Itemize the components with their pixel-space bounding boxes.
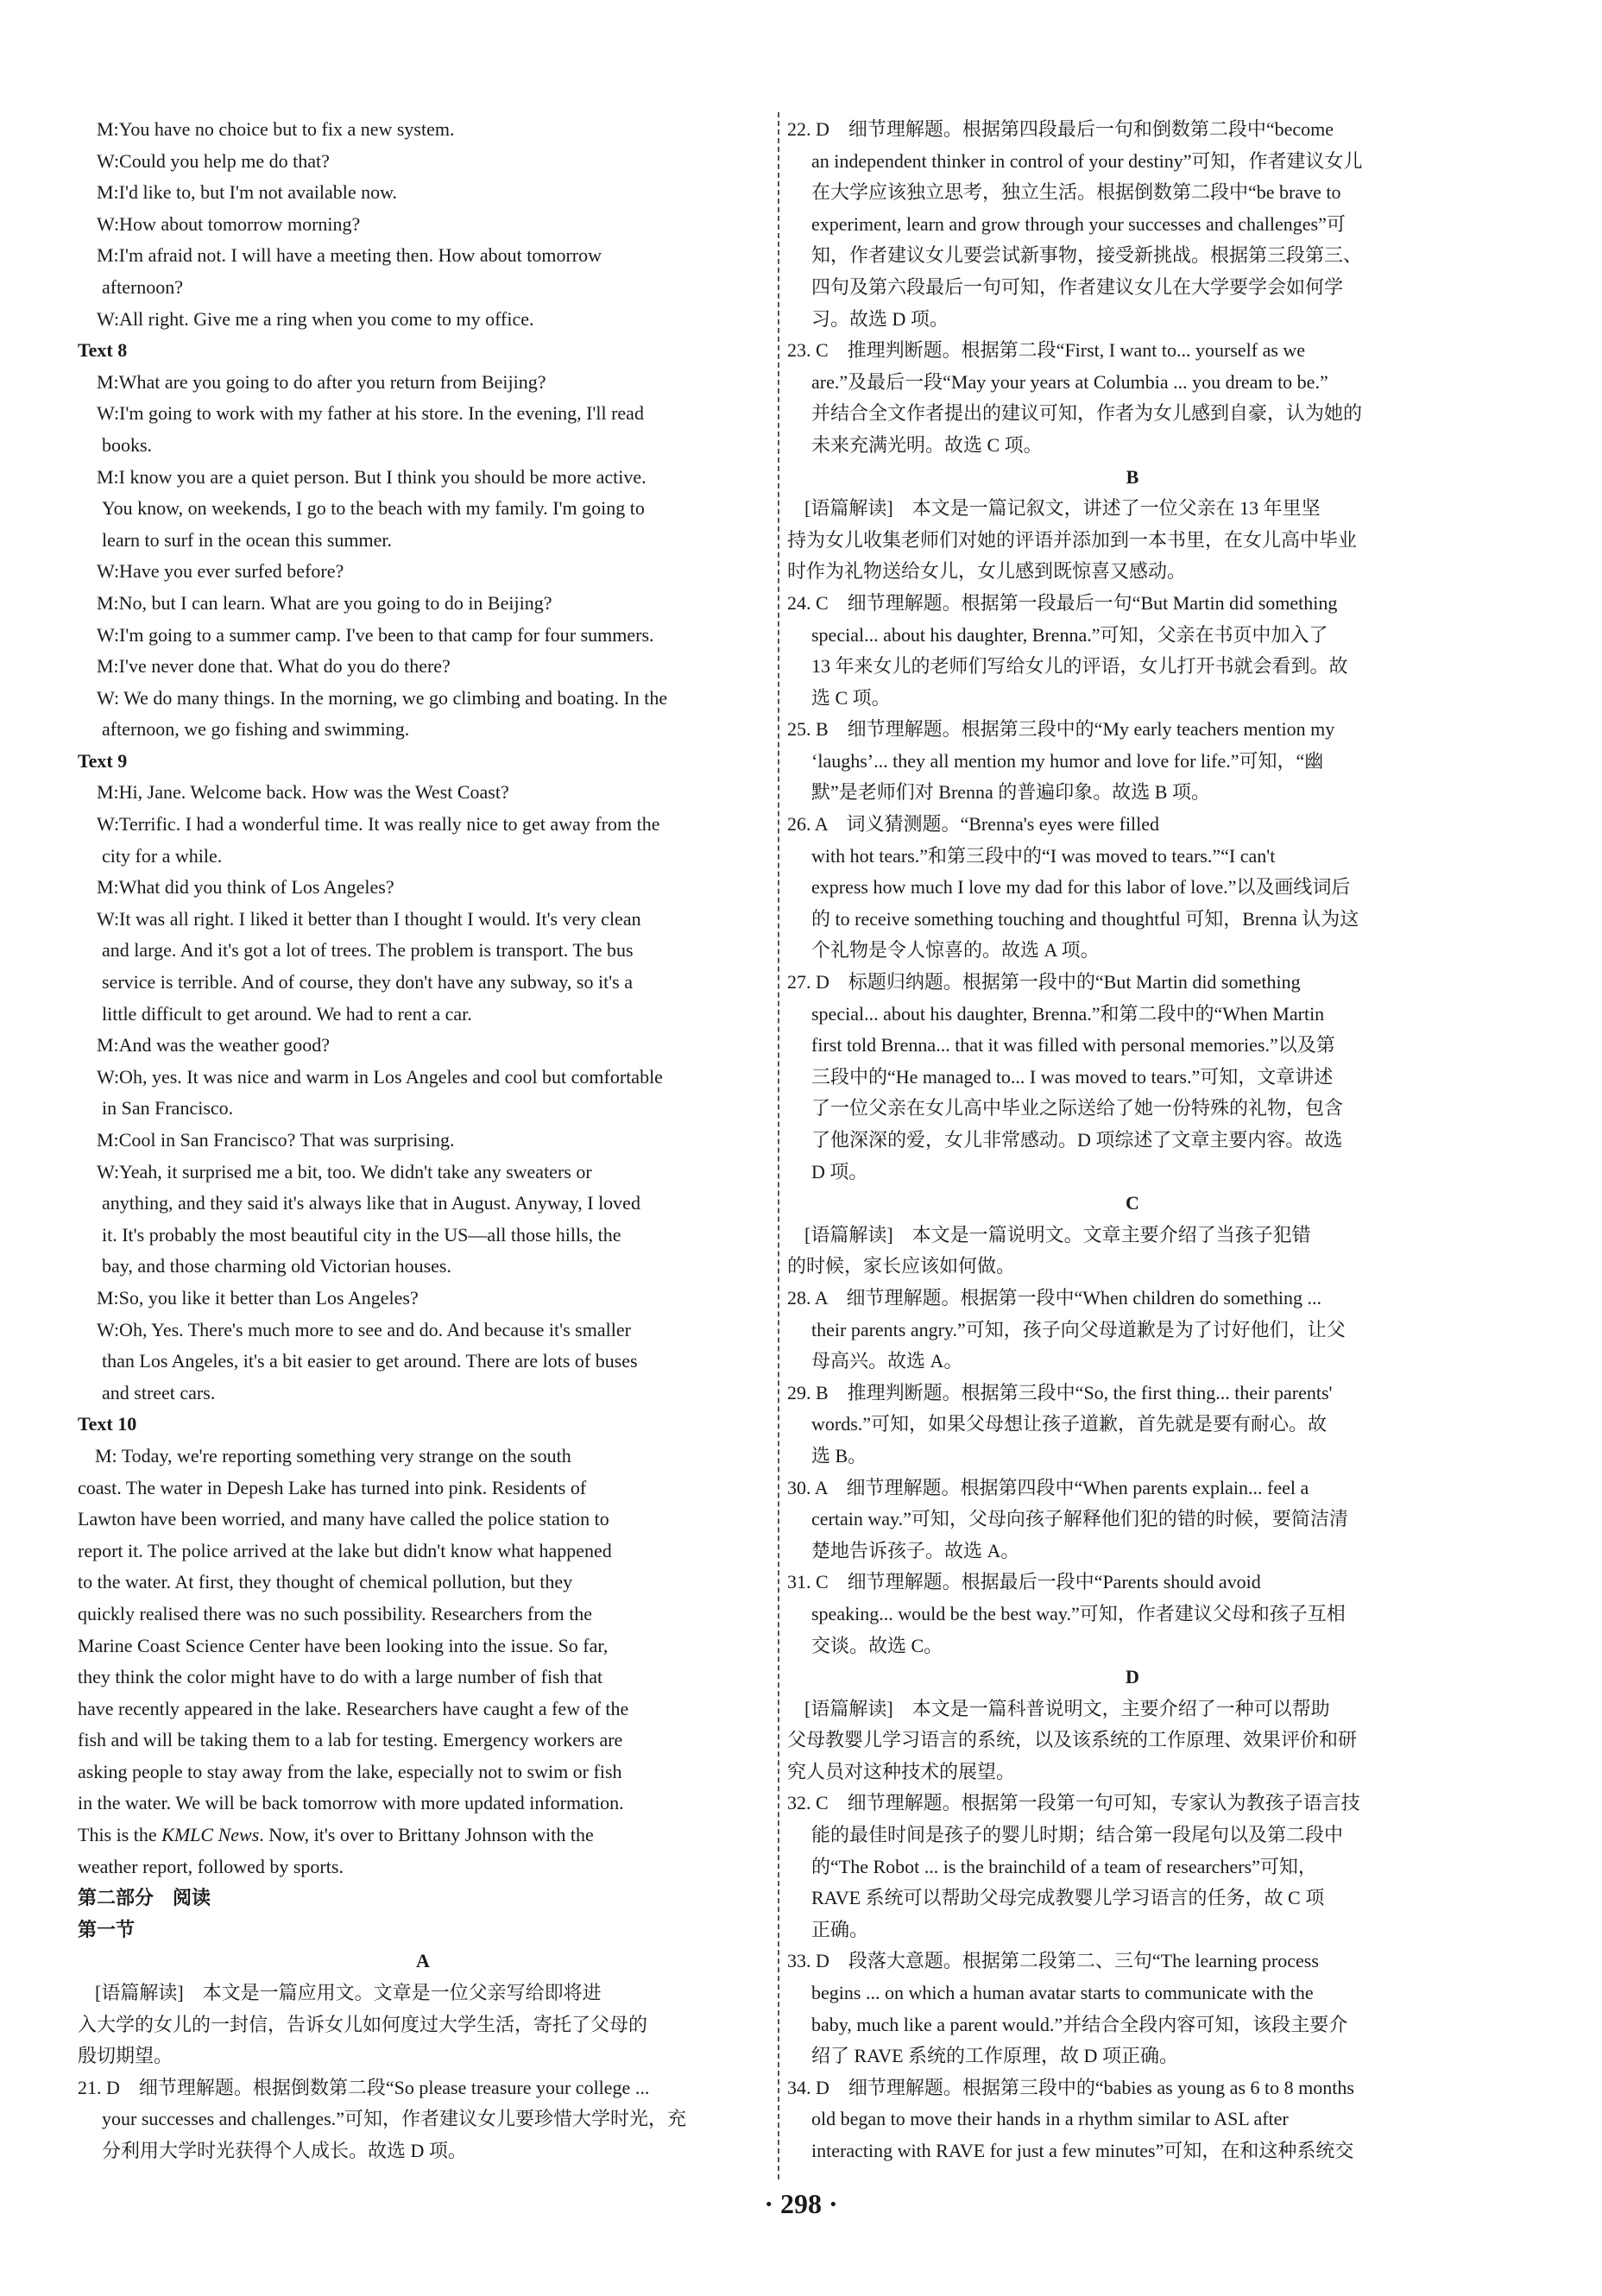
text-line: 习。故选 D 项。 <box>811 307 949 330</box>
text-line: afternoon, we go fishing and swimming. <box>102 718 410 741</box>
text-line: M:What did you think of Los Angeles? <box>97 876 394 899</box>
text-line: 25. B 细节理解题。根据第三段中的“My early teachers mention my <box>787 718 1335 741</box>
text-line: to the water. At first, they thought of chemical pollution, but they <box>78 1571 573 1593</box>
text-line: 究人员对这种技术的展望。 <box>787 1760 1016 1782</box>
text-line: 楚地告诉孩子。故选 A。 <box>811 1539 1020 1561</box>
text-line: W: We do many things. In the morning, we go climbing and boating. In the <box>97 686 668 709</box>
text-line: Lawton have been worried, and many have called the police station to <box>78 1508 609 1530</box>
text-line: W:All right. Give me a ring when you come to my office. <box>97 307 534 330</box>
text-line: certain way.”可知，父母向孩子解释他们犯的错的时候，要简洁清 <box>811 1508 1348 1530</box>
text-line: little difficult to get around. We had to rent a car. <box>102 1002 472 1025</box>
text-line: than Los Angeles, it's a bit easier to get around. There are lots of buses <box>102 1350 638 1372</box>
text-line: 27. D 标题归纳题。根据第一段中的“But Martin did something <box>787 971 1301 993</box>
text-line: [语篇解读] 本文是一篇科普说明文，主要介绍了一种可以帮助 <box>804 1697 1330 1719</box>
text-line: words.”可知，如果父母想让孩子道歉，首先就是要有耐心。故 <box>811 1413 1328 1435</box>
text-line: 时作为礼物送给女儿，女儿感到既惊喜又感动。 <box>787 560 1187 583</box>
text-line: an independent thinker in control of your destiny”可知，作者建议女儿 <box>811 149 1363 172</box>
text-line: have recently appeared in the lake. Researchers have caught a few of the <box>78 1697 629 1719</box>
text-line: 绍了 RAVE 系统的工作原理，故 D 项正确。 <box>811 2045 1178 2067</box>
text-line: afternoon? <box>102 275 184 298</box>
text-line: 个礼物是令人惊喜的。故选 A 项。 <box>811 939 1100 962</box>
text-line: M:So, you like it better than Los Angeles? <box>97 1286 419 1309</box>
text-line: M:I know you are a quiet person. But I think you should be more active. <box>97 465 646 488</box>
text-line: 在大学应该独立思考，独立生活。根据倒数第二段中“be brave to <box>811 181 1341 204</box>
column-divider <box>778 112 779 2179</box>
text-line: their parents angry.”可知，孩子向父母道歉是为了讨好他们，让父 <box>811 1318 1346 1340</box>
text-line: C <box>1126 1192 1139 1214</box>
text-line: fish and will be taking them to a lab for testing. Emergency workers are <box>78 1729 623 1751</box>
text-line: experiment, learn and grow through your successes and challenges”可 <box>811 212 1346 235</box>
left-column <box>78 114 768 2167</box>
text-line: M: Today, we're reporting something very strange on the south <box>95 1444 571 1467</box>
text-line: service is terrible. And of course, they don't have any subway, so it's a <box>102 971 634 993</box>
text-line: M:I'm afraid not. I will have a meeting then. How about tomorrow <box>97 244 602 267</box>
text-line: W:I'm going to a summer camp. I've been to that camp for four summers. <box>97 623 654 646</box>
text-line: 交谈。故选 C。 <box>811 1634 943 1656</box>
text-line: 三段中的“He managed to... I was moved to tears.”可知，文章讲述 <box>811 1065 1334 1088</box>
text-line: 选 B。 <box>811 1444 867 1467</box>
text-line: W:Terrific. I had a wonderful time. It was really nice to get away from the <box>97 813 660 836</box>
right-column <box>787 114 1478 2167</box>
text-line: M:I'd like to, but I'm not available now. <box>97 181 398 204</box>
text-line: special... about his daughter, Brenna.”可知，父亲在书页中加入了 <box>811 623 1328 646</box>
text-line: 入大学的女儿的一封信，告诉女儿如何度过大学生活，寄托了父母的 <box>78 2013 648 2035</box>
text-line: are.”及最后一段“May your years at Columbia ... you dream to be.” <box>811 370 1328 393</box>
text-line: they think the color might have to do with a large number of fish that <box>78 1666 603 1688</box>
text-line: anything, and they said it's always like that in August. Anyway, I loved <box>102 1192 640 1214</box>
text-line: and large. And it's got a lot of trees. The problem is transport. The bus <box>102 939 634 962</box>
text-line: city for a while. <box>102 844 223 867</box>
text-line: in the water. We will be back tomorrow with more updated information. <box>78 1792 624 1814</box>
text-line: Text 8 <box>78 339 128 362</box>
text-line: speaking... would be the best way.”可知，作者建议父母和孩子互相 <box>811 1602 1346 1624</box>
italic-segment: KMLC News <box>161 1824 260 1846</box>
text-line: and street cars. <box>102 1381 216 1403</box>
text-segment: . Now, it's over to Brittany Johnson with the <box>259 1824 594 1846</box>
text-line: 22. D 细节理解题。根据第四段最后一句和倒数第二段中“become <box>787 118 1334 140</box>
text-line: W:I'm going to work with my father at his store. In the evening, I'll read <box>97 402 644 425</box>
text-line: W:It was all right. I liked it better than I thought I would. It's very clean <box>97 907 641 930</box>
text-line: 的时候，家长应该如何做。 <box>787 1255 1016 1277</box>
text-line: quickly realised there was no such possibility. Researchers from the <box>78 1602 593 1624</box>
text-line: [语篇解读] 本文是一篇记叙文，讲述了一位父亲在 13 年里坚 <box>804 497 1321 520</box>
text-line: 能的最佳时间是孩子的婴儿时期；结合第一段尾句以及第二段中 <box>811 1824 1344 1846</box>
text-line: old began to move their hands in a rhythm similar to ASL after <box>811 2108 1289 2130</box>
text-line: [语篇解读] 本文是一篇说明文。文章主要介绍了当孩子犯错 <box>804 1223 1311 1246</box>
text-line: 知，作者建议女儿要尝试新事物，接受新挑战。根据第三段第三、 <box>811 244 1363 267</box>
text-line: M:Hi, Jane. Welcome back. How was the West Coast? <box>97 781 509 804</box>
text-line: 分利用大学时光获得个人成长。故选 D 项。 <box>102 2140 467 2161</box>
text-line: bay, and those charming old Victorian houses. <box>102 1255 451 1277</box>
text-line: D <box>1126 1666 1139 1688</box>
text-line: 父母教婴儿学习语言的系统，以及该系统的工作原理、效果评价和研 <box>787 1729 1358 1751</box>
text-line: special... about his daughter, Brenna.”和第二段中的“When Martin <box>811 1002 1325 1025</box>
text-line: 并结合全文作者提出的建议可知，作者为女儿感到自豪，认为她的 <box>811 402 1363 425</box>
text-line: 26. A 词义猜测题。“Brenna's eyes were filled <box>787 813 1160 836</box>
text-line: 第一节 <box>78 1918 136 1940</box>
text-line: 了一位父亲在女儿高中毕业之际送给了她一份特殊的礼物，包含 <box>811 1097 1344 1120</box>
text-line: 正确。 <box>811 1918 869 1940</box>
text-line: 殷切期望。 <box>78 2045 173 2067</box>
text-line: asking people to stay away from the lake, especially not to swim or fish <box>78 1760 622 1782</box>
text-line: [语篇解读] 本文是一篇应用文。文章是一位父亲写给即将进 <box>95 1982 602 2004</box>
text-line: with hot tears.”和第三段中的“I was moved to tears.”“I can't <box>811 844 1276 867</box>
text-line: 母高兴。故选 A。 <box>811 1350 963 1372</box>
text-line: books. <box>102 433 153 456</box>
text-line: 34. D 细节理解题。根据第三段中的“babies as young as 6 to 8 months <box>787 2076 1354 2098</box>
text-line: weather report, followed by sports. <box>78 1855 344 1877</box>
text-line: B <box>1126 465 1139 488</box>
text-line: learn to surf in the ocean this summer. <box>102 528 393 551</box>
text-line: interacting with RAVE for just a few minutes”可知，在和这种系统交 <box>811 2140 1354 2161</box>
text-line: coast. The water in Depesh Lake has turned into pink. Residents of <box>78 1476 587 1498</box>
text-line: 四句及第六段最后一句可知，作者建议女儿在大学要学会如何学 <box>811 275 1344 298</box>
text-line: 持为女儿收集老师们对她的评语并添加到一本书里，在女儿高中毕业 <box>787 528 1358 551</box>
text-line: A <box>416 1950 430 1972</box>
text-line: M:I've never done that. What do you do there? <box>97 655 451 678</box>
text-line: M:And was the weather good? <box>97 1034 331 1057</box>
text-line: 32. C 细节理解题。根据第一段第一句可知，专家认为教孩子语言技 <box>787 1792 1360 1814</box>
page-number: · 298 · <box>764 2188 838 2219</box>
text-line: 的“The Robot ... is the brainchild of a team of researchers”可知， <box>811 1855 1317 1877</box>
text-line: 31. C 细节理解题。根据最后一段中“Parents should avoid <box>787 1571 1261 1593</box>
text-line: W:Oh, Yes. There's much more to see and do. And because it's smaller <box>97 1318 631 1340</box>
text-line: express how much I love my dad for this labor of love.”以及画线词后 <box>811 876 1351 899</box>
text-line: begins ... on which a human avatar starts to communicate with the <box>811 1982 1314 2004</box>
text-line: M:No, but I can learn. What are you going to do in Beijing? <box>97 591 552 614</box>
text-line: W:Yeah, it surprised me a bit, too. We didn't take any sweaters or <box>97 1160 592 1183</box>
text-line: Text 10 <box>78 1413 137 1435</box>
text-line: 第二部分 阅读 <box>78 1887 211 1909</box>
text-line: 33. D 段落大意题。根据第二段第二、三句“The learning process <box>787 1950 1319 1972</box>
text-line <box>78 1820 768 1851</box>
text-line: in San Francisco. <box>102 1097 234 1120</box>
text-line: M:What are you going to do after you return from Beijing? <box>97 370 546 393</box>
text-line: D 项。 <box>811 1160 868 1183</box>
text-line: W:Have you ever surfed before? <box>97 560 344 583</box>
text-line: 了他深深的爱，女儿非常感动。D 项综述了文章主要内容。故选 <box>811 1129 1343 1151</box>
text-line: your successes and challenges.”可知，作者建议女儿要珍惜大学时光，充 <box>102 2108 687 2130</box>
text-line: RAVE 系统可以帮助父母完成教婴儿学习语言的任务，故 C 项 <box>811 1887 1325 1909</box>
text-segment: This is the <box>78 1824 162 1846</box>
text-line: W:Oh, yes. It was nice and warm in Los Angeles and cool but comfortable <box>97 1065 663 1088</box>
text-line: baby, much like a parent would.”并结合全段内容可知，该段主要介 <box>811 2013 1348 2035</box>
text-line: 24. C 细节理解题。根据第一段最后一句“But Martin did something <box>787 591 1338 614</box>
text-line: 13 年来女儿的老师们写给女儿的评语，女儿打开书就会看到。故 <box>811 655 1348 678</box>
text-line: W:Could you help me do that? <box>97 149 330 172</box>
text-line: Text 9 <box>78 749 128 772</box>
text-line: 的 to receive something touching and thoughtful 可知，Brenna 认为这 <box>811 907 1359 930</box>
text-line: Marine Coast Science Center have been looking into the issue. So far, <box>78 1634 609 1656</box>
text-line: 29. B 推理判断题。根据第三段中“So, the first thing... their parents' <box>787 1381 1333 1403</box>
text-line: first told Brenna... that it was filled with personal memories.”以及第 <box>811 1034 1335 1057</box>
text-line: 21. D 细节理解题。根据倒数第二段“So please treasure your college ... <box>78 2076 650 2098</box>
text-line: 28. A 细节理解题。根据第一段中“When children do something ... <box>787 1286 1321 1309</box>
text-line: it. It's probably the most beautiful city in the US—all those hills, the <box>102 1223 621 1246</box>
text-line: M:You have no choice but to fix a new system. <box>97 118 455 140</box>
text-line: 选 C 项。 <box>811 686 891 709</box>
text-line: M:Cool in San Francisco? That was surprising. <box>97 1129 455 1151</box>
text-line: W:How about tomorrow morning? <box>97 212 361 235</box>
text-line: report it. The police arrived at the lake but didn't know what happened <box>78 1539 612 1561</box>
text-line: 未来充满光明。故选 C 项。 <box>811 433 1043 456</box>
text-line: 默”是老师们对 Brenna 的普遍印象。故选 B 项。 <box>811 781 1210 804</box>
text-line: ‘laughs’... they all mention my humor and love for life.”可知，“幽 <box>811 749 1324 772</box>
text-line: 30. A 细节理解题。根据第四段中“When parents explain... feel a <box>787 1476 1309 1498</box>
text-line: You know, on weekends, I go to the beach with my family. I'm going to <box>102 497 645 520</box>
text-line: 23. C 推理判断题。根据第二段“First, I want to... yourself as we <box>787 339 1306 362</box>
